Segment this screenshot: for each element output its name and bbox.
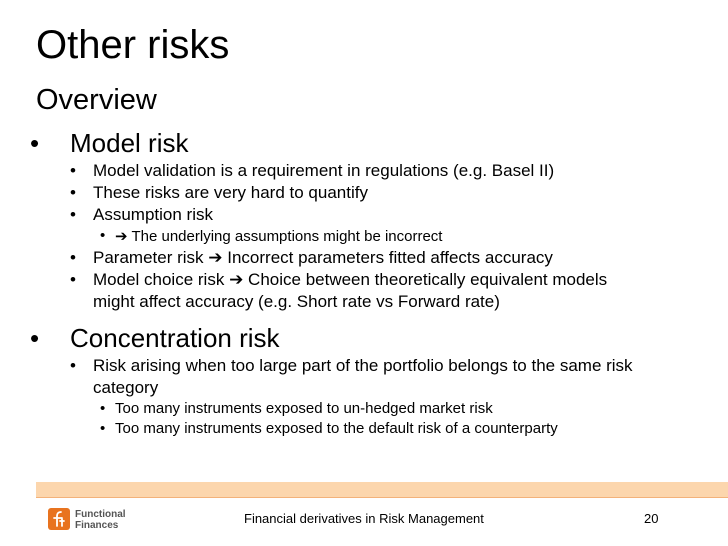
list-item-text: These risks are very hard to quantify [93,183,368,202]
model-choice-risk-text-cont: might affect accuracy (e.g. Short rate vs Forward rate) [93,292,500,311]
list-item-text: The underlying assumptions might be incorrect [131,228,443,245]
list-item [30,355,700,399]
bullet-icon: • [70,248,76,267]
list-item-text: Model validation is a requirement in regulations (e.g. Basel II) [93,161,555,180]
slide-subtitle: Overview [36,84,157,116]
bullet-icon: • [70,270,76,289]
logo-line-1: Functional [75,509,126,520]
list-item-text: Too many instruments exposed to the default risk of a counterparty [115,420,558,437]
arrow-icon: ➔ [208,248,223,268]
list-item [30,269,700,313]
list-item-text: Risk arising when too large part of the portfolio belongs to the same risk [93,356,633,375]
list-item [30,419,700,439]
bullet-icon: • [70,183,76,202]
logo-text [75,509,126,531]
bullet-icon: • [70,205,76,224]
page-number: 20 [644,511,659,526]
slide-title: Other risks [36,23,230,67]
slide-body [30,126,700,439]
bullet-icon: • [100,400,106,417]
list-item [30,182,700,204]
bullet-concentration-risk [30,321,700,355]
parameter-risk-text: Incorrect parameters fitted affects accuracy [227,248,553,267]
bullet-icon: • [100,420,106,437]
list-item-text-cont: category [93,378,159,397]
bullet-icon: • [30,323,40,353]
arrow-icon: ➔ [115,227,128,245]
list-item [30,247,700,269]
list-item-text: Assumption risk [93,205,213,224]
bullet-model-risk [30,126,700,160]
list-item [30,226,700,247]
bullet-icon: • [70,161,76,180]
model-choice-risk-label: Model choice risk [93,270,225,289]
list-item [30,160,700,182]
footer-text: Financial derivatives in Risk Management [244,511,484,526]
concentration-risk-heading: Concentration risk [70,323,280,353]
logo-line-2: Finances [75,520,119,531]
list-item [30,399,700,419]
functional-finances-logo [48,508,148,534]
logo-mark-icon [48,508,70,530]
bullet-icon: • [30,128,40,158]
bullet-icon: • [100,227,106,244]
footer-divider [36,497,728,498]
bullet-icon: • [70,356,76,375]
footer-bar [36,482,728,497]
arrow-icon: ➔ [229,270,244,290]
list-item [30,204,700,226]
model-choice-risk-text: Choice between theoretically equivalent models [248,270,608,289]
list-item-text: Too many instruments exposed to un-hedged market risk [115,400,493,417]
parameter-risk-label: Parameter risk [93,248,204,267]
model-risk-heading: Model risk [70,128,189,158]
